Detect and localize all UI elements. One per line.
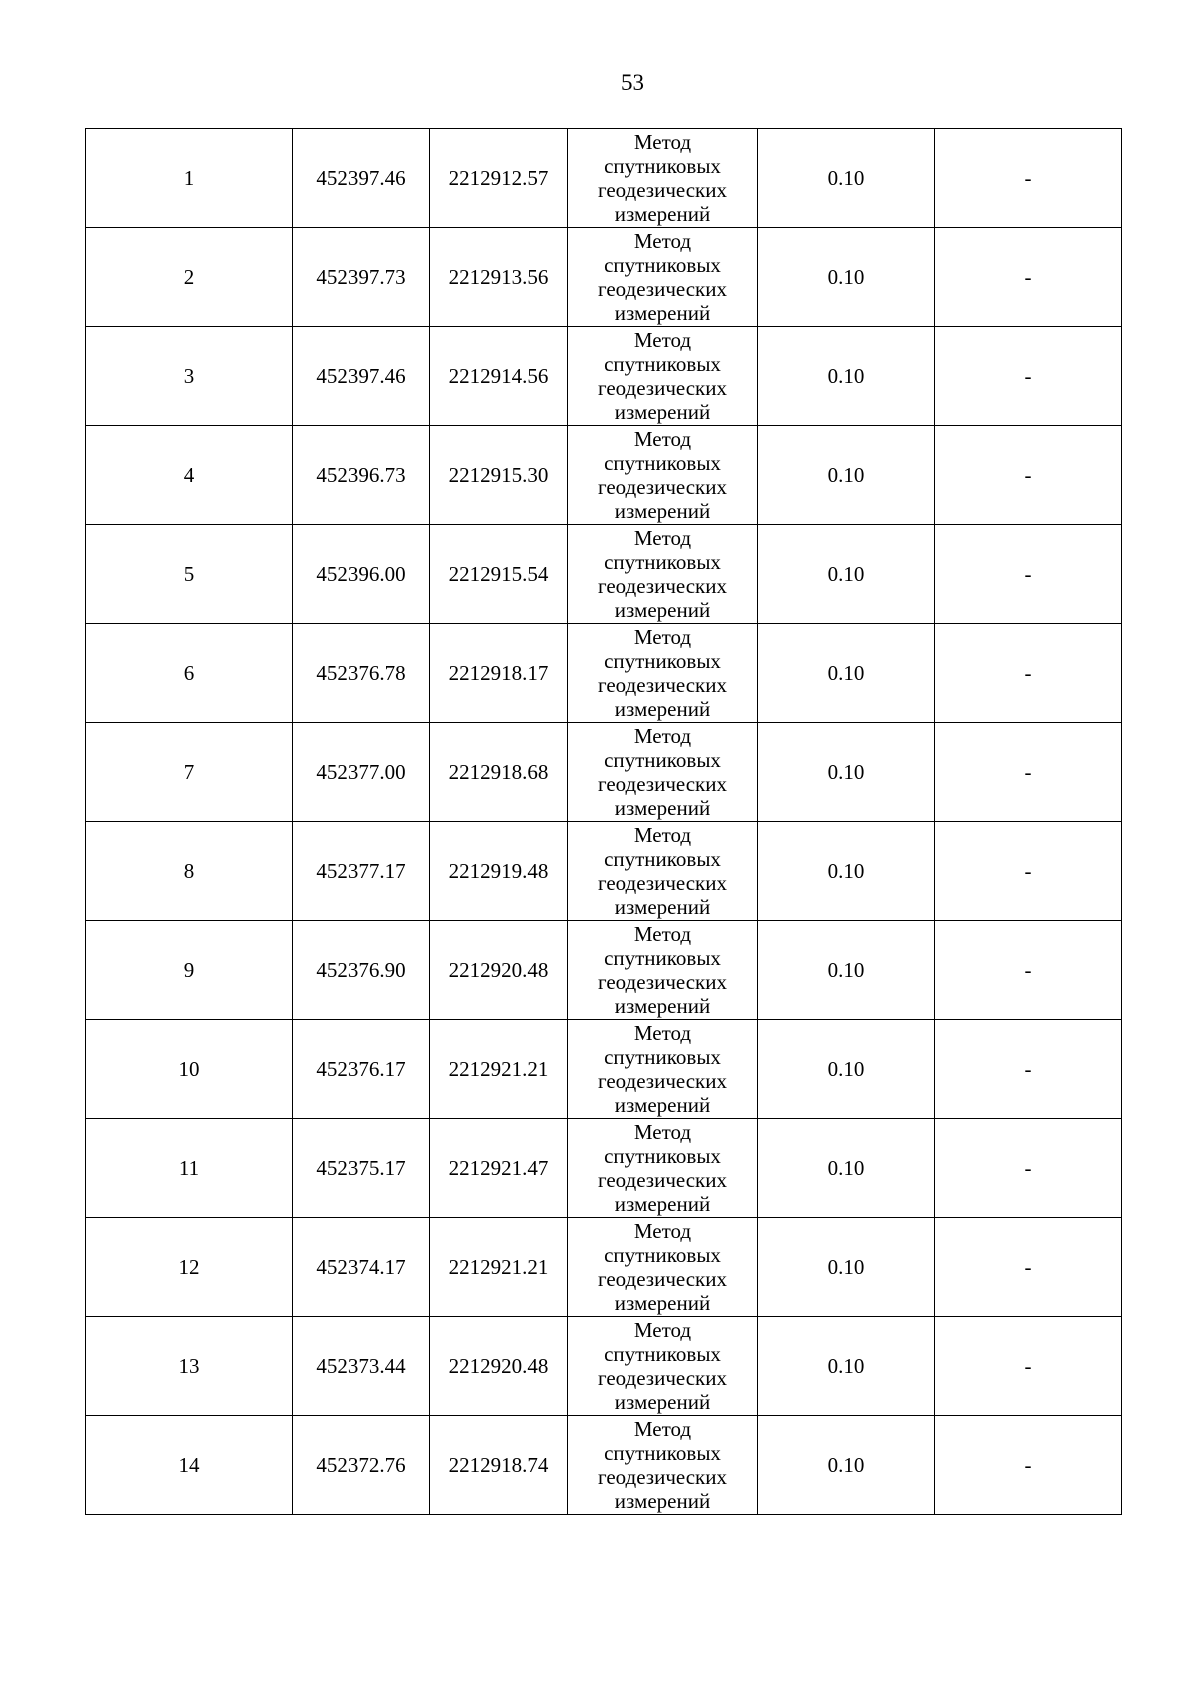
accuracy-cell: 0.10: [758, 525, 935, 624]
method-text-line: измерений: [614, 895, 711, 919]
method-text-line: геодезических: [597, 277, 727, 301]
x-coordinate-cell: 452377.00: [293, 723, 430, 822]
method-text-line: геодезических: [597, 1168, 727, 1192]
point-number-cell: 14: [86, 1416, 293, 1515]
method-text-line: Метод: [633, 1120, 692, 1144]
method-text-line: измерений: [614, 1291, 711, 1315]
method-text-line: спутниковых: [604, 649, 721, 673]
point-number-cell: 9: [86, 921, 293, 1020]
point-number-cell: 4: [86, 426, 293, 525]
accuracy-cell: 0.10: [758, 624, 935, 723]
description-cell: -: [935, 1020, 1122, 1119]
method-cell: [568, 1317, 758, 1416]
coordinates-table: [85, 128, 1122, 1515]
table-row: [86, 822, 1122, 921]
accuracy-cell: 0.10: [758, 426, 935, 525]
method-text-line: спутниковых: [604, 1441, 721, 1465]
x-coordinate-cell: 452376.78: [293, 624, 430, 723]
method-text-line: спутниковых: [604, 748, 721, 772]
method-text-line: спутниковых: [604, 1342, 721, 1366]
point-number-cell: 1: [86, 129, 293, 228]
description-cell: -: [935, 327, 1122, 426]
point-number-cell: 12: [86, 1218, 293, 1317]
method-text-line: спутниковых: [604, 847, 721, 871]
method-text-line: измерений: [614, 994, 711, 1018]
y-coordinate-cell: 2212915.54: [430, 525, 568, 624]
method-cell: [568, 1119, 758, 1218]
method-text-line: геодезических: [597, 475, 727, 499]
description-cell: -: [935, 723, 1122, 822]
method-text-line: Метод: [633, 1219, 692, 1243]
method-text-line: Метод: [633, 724, 692, 748]
point-number-cell: 10: [86, 1020, 293, 1119]
x-coordinate-cell: 452396.00: [293, 525, 430, 624]
method-text-line: геодезических: [597, 1465, 727, 1489]
point-number-cell: 7: [86, 723, 293, 822]
point-number-cell: 2: [86, 228, 293, 327]
method-text-line: Метод: [633, 526, 692, 550]
x-coordinate-cell: 452374.17: [293, 1218, 430, 1317]
x-coordinate-cell: 452397.46: [293, 129, 430, 228]
x-coordinate-cell: 452396.73: [293, 426, 430, 525]
method-text-line: измерений: [614, 301, 711, 325]
method-cell: [568, 1218, 758, 1317]
point-number-cell: 6: [86, 624, 293, 723]
method-text-line: измерений: [614, 400, 711, 424]
y-coordinate-cell: 2212912.57: [430, 129, 568, 228]
x-coordinate-cell: 452372.76: [293, 1416, 430, 1515]
point-number-cell: 11: [86, 1119, 293, 1218]
method-text-line: спутниковых: [604, 1243, 721, 1267]
method-cell: [568, 327, 758, 426]
table-row: [86, 327, 1122, 426]
method-text-line: геодезических: [597, 1069, 727, 1093]
accuracy-cell: 0.10: [758, 1020, 935, 1119]
method-cell: [568, 228, 758, 327]
table-row: [86, 921, 1122, 1020]
description-cell: -: [935, 228, 1122, 327]
method-text-line: спутниковых: [604, 451, 721, 475]
x-coordinate-cell: 452376.17: [293, 1020, 430, 1119]
y-coordinate-cell: 2212918.74: [430, 1416, 568, 1515]
accuracy-cell: 0.10: [758, 327, 935, 426]
method-text-line: спутниковых: [604, 253, 721, 277]
method-text-line: Метод: [633, 922, 692, 946]
method-cell: [568, 1020, 758, 1119]
method-text-line: геодезических: [597, 1267, 727, 1291]
x-coordinate-cell: 452376.90: [293, 921, 430, 1020]
table-row: [86, 129, 1122, 228]
method-text-line: спутниковых: [604, 352, 721, 376]
y-coordinate-cell: 2212915.30: [430, 426, 568, 525]
method-text-line: Метод: [633, 1021, 692, 1045]
y-coordinate-cell: 2212919.48: [430, 822, 568, 921]
method-text-line: геодезических: [597, 574, 727, 598]
method-text-line: измерений: [614, 1192, 711, 1216]
point-number-cell: 5: [86, 525, 293, 624]
method-text-line: Метод: [633, 625, 692, 649]
method-text-line: геодезических: [597, 970, 727, 994]
y-coordinate-cell: 2212913.56: [430, 228, 568, 327]
accuracy-cell: 0.10: [758, 129, 935, 228]
point-number-cell: 8: [86, 822, 293, 921]
description-cell: -: [935, 1119, 1122, 1218]
method-cell: [568, 624, 758, 723]
accuracy-cell: 0.10: [758, 228, 935, 327]
x-coordinate-cell: 452377.17: [293, 822, 430, 921]
y-coordinate-cell: 2212921.21: [430, 1020, 568, 1119]
table-row: [86, 1317, 1122, 1416]
x-coordinate-cell: 452373.44: [293, 1317, 430, 1416]
method-text-line: спутниковых: [604, 550, 721, 574]
table-body: [86, 129, 1122, 1515]
method-text-line: спутниковых: [604, 1144, 721, 1168]
x-coordinate-cell: 452375.17: [293, 1119, 430, 1218]
description-cell: -: [935, 525, 1122, 624]
table-row: [86, 525, 1122, 624]
accuracy-cell: 0.10: [758, 1119, 935, 1218]
y-coordinate-cell: 2212921.21: [430, 1218, 568, 1317]
method-cell: [568, 723, 758, 822]
table-row: [86, 426, 1122, 525]
table-row: [86, 624, 1122, 723]
y-coordinate-cell: 2212921.47: [430, 1119, 568, 1218]
method-text-line: Метод: [633, 1417, 692, 1441]
accuracy-cell: 0.10: [758, 1218, 935, 1317]
description-cell: -: [935, 1317, 1122, 1416]
table-row: [86, 1416, 1122, 1515]
point-number-cell: 13: [86, 1317, 293, 1416]
method-text-line: спутниковых: [604, 946, 721, 970]
table-row: [86, 723, 1122, 822]
table-row: [86, 1119, 1122, 1218]
accuracy-cell: 0.10: [758, 921, 935, 1020]
method-text-line: измерений: [614, 499, 711, 523]
method-cell: [568, 1416, 758, 1515]
method-text-line: Метод: [633, 130, 692, 154]
method-text-line: геодезических: [597, 376, 727, 400]
method-text-line: геодезических: [597, 1366, 727, 1390]
method-text-line: измерений: [614, 697, 711, 721]
method-cell: [568, 129, 758, 228]
method-text-line: измерений: [614, 1390, 711, 1414]
method-text-line: измерений: [614, 796, 711, 820]
method-cell: [568, 525, 758, 624]
accuracy-cell: 0.10: [758, 822, 935, 921]
description-cell: -: [935, 822, 1122, 921]
accuracy-cell: 0.10: [758, 723, 935, 822]
accuracy-cell: 0.10: [758, 1317, 935, 1416]
method-cell: [568, 426, 758, 525]
point-number-cell: 3: [86, 327, 293, 426]
method-text-line: спутниковых: [604, 154, 721, 178]
method-text-line: геодезических: [597, 178, 727, 202]
method-text-line: геодезических: [597, 673, 727, 697]
y-coordinate-cell: 2212920.48: [430, 1317, 568, 1416]
method-text-line: измерений: [614, 1489, 711, 1513]
method-text-line: измерений: [614, 1093, 711, 1117]
y-coordinate-cell: 2212918.68: [430, 723, 568, 822]
description-cell: -: [935, 1218, 1122, 1317]
page-number: 53: [621, 70, 644, 95]
method-text-line: Метод: [633, 427, 692, 451]
method-cell: [568, 822, 758, 921]
y-coordinate-cell: 2212918.17: [430, 624, 568, 723]
y-coordinate-cell: 2212920.48: [430, 921, 568, 1020]
table-row: [86, 1020, 1122, 1119]
x-coordinate-cell: 452397.73: [293, 228, 430, 327]
table-row: [86, 228, 1122, 327]
description-cell: -: [935, 921, 1122, 1020]
method-text-line: измерений: [614, 202, 711, 226]
method-text-line: Метод: [633, 328, 692, 352]
method-text-line: Метод: [633, 823, 692, 847]
y-coordinate-cell: 2212914.56: [430, 327, 568, 426]
description-cell: -: [935, 1416, 1122, 1515]
x-coordinate-cell: 452397.46: [293, 327, 430, 426]
method-text-line: геодезических: [597, 871, 727, 895]
method-text-line: спутниковых: [604, 1045, 721, 1069]
description-cell: -: [935, 624, 1122, 723]
method-cell: [568, 921, 758, 1020]
method-text-line: измерений: [614, 598, 711, 622]
description-cell: -: [935, 426, 1122, 525]
method-text-line: геодезических: [597, 772, 727, 796]
description-cell: -: [935, 129, 1122, 228]
accuracy-cell: 0.10: [758, 1416, 935, 1515]
table-row: [86, 1218, 1122, 1317]
method-text-line: Метод: [633, 1318, 692, 1342]
method-text-line: Метод: [633, 229, 692, 253]
